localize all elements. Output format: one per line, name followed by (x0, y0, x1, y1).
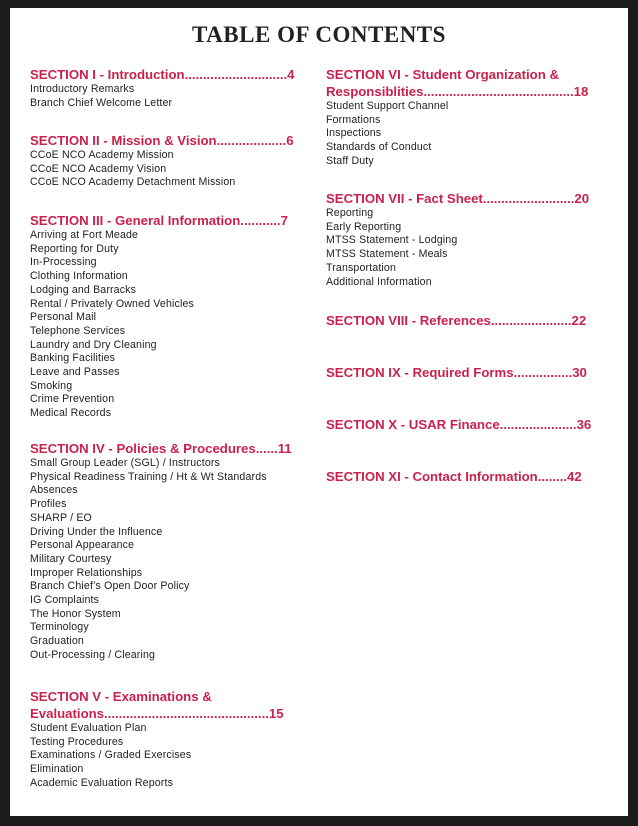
section-item: Staff Duty (326, 154, 374, 167)
section-item: Examinations / Graded Exercises (30, 749, 192, 762)
toc-section (326, 416, 614, 433)
section-heading-line: SECTION V - Examinations & (30, 689, 212, 704)
page-title: TABLE OF CONTENTS (192, 22, 446, 47)
section-item: Standards of Conduct (326, 141, 432, 154)
section-item: Additional Information (326, 275, 432, 288)
toc-section (30, 66, 314, 110)
section-item: Student Evaluation Plan (30, 722, 147, 734)
section-item: CCoE NCO Academy Vision (30, 162, 167, 175)
section-item: Student Support Channel (326, 100, 449, 112)
section-item: Branch Chief Welcome Letter (30, 96, 173, 109)
section-heading[interactable] (326, 468, 614, 485)
toc-section (30, 132, 314, 190)
toc-section (30, 440, 314, 663)
section-item-list (30, 722, 314, 791)
section-item: Early Reporting (326, 220, 402, 233)
section-item: CCoE NCO Academy Detachment Mission (30, 176, 236, 189)
section-item-list (30, 229, 314, 421)
section-item: Personal Appearance (30, 539, 135, 552)
section-item: Driving Under the Influence (30, 525, 163, 538)
section-item: SHARP / EO (30, 511, 92, 524)
section-item: Transportation (326, 261, 397, 274)
section-item: In-Processing (30, 256, 97, 269)
section-heading[interactable] (30, 66, 314, 83)
section-item: MTSS Statement - Meals (326, 248, 448, 261)
section-item: Testing Procedures (30, 735, 124, 748)
section-heading-line: SECTION II - Mission & Vision...................6 (30, 133, 294, 148)
section-heading-line: SECTION I - Introduction............................4 (30, 67, 295, 82)
section-item: Formations (326, 113, 381, 126)
toc-section (326, 190, 614, 289)
section-heading-line: Evaluations.............................................15 (30, 706, 284, 721)
section-heading[interactable] (326, 190, 614, 207)
toc-page (10, 8, 628, 816)
section-item: Academic Evaluation Reports (30, 776, 174, 789)
section-heading[interactable] (30, 132, 314, 149)
section-item: Crime Prevention (30, 393, 115, 406)
section-item: Profiles (30, 498, 67, 511)
section-heading[interactable] (326, 66, 614, 100)
section-item: CCoE NCO Academy Mission (30, 149, 174, 161)
section-item: Laundry and Dry Cleaning (30, 338, 157, 351)
section-heading-line: SECTION XI - Contact Information........42 (326, 469, 582, 484)
toc-section (30, 212, 314, 421)
section-item: Rental / Privately Owned Vehicles (30, 297, 194, 310)
section-heading-line: SECTION IX - Required Forms................30 (326, 365, 587, 380)
section-item: Clothing Information (30, 270, 128, 283)
section-item: Introductory Remarks (30, 83, 135, 95)
section-item: Absences (30, 484, 78, 497)
section-item: Telephone Services (30, 324, 126, 337)
section-item: Branch Chief’s Open Door Policy (30, 580, 190, 593)
section-item: Graduation (30, 635, 84, 648)
section-item: Small Group Leader (SGL) / Instructors (30, 457, 220, 469)
section-item: Medical Records (30, 407, 112, 420)
section-item: Out-Processing / Clearing (30, 648, 156, 661)
section-item-list (30, 83, 314, 110)
section-item: Arriving at Fort Meade (30, 229, 139, 241)
section-item: MTSS Statement - Lodging (326, 234, 458, 247)
section-heading-line: SECTION VII - Fact Sheet.........................20 (326, 191, 590, 206)
section-heading-line: Responsiblities.........................................18 (326, 84, 589, 99)
toc-section (326, 364, 614, 381)
section-item-list (30, 149, 314, 190)
section-item: Lodging and Barracks (30, 283, 137, 296)
section-item: Reporting (326, 207, 374, 219)
section-item: Physical Readiness Training / Ht & Wt Standards (30, 470, 267, 483)
section-heading-line: SECTION VIII - References......................22 (326, 313, 587, 328)
toc-section (30, 688, 314, 791)
section-heading-line: SECTION X - USAR Finance.....................36 (326, 417, 592, 432)
section-item-list (30, 457, 314, 663)
toc-section (326, 468, 614, 485)
section-heading[interactable] (326, 364, 614, 381)
section-heading[interactable] (30, 688, 314, 722)
section-heading[interactable] (326, 312, 614, 329)
section-item: Personal Mail (30, 311, 97, 324)
section-item-list (326, 207, 614, 289)
section-heading[interactable] (30, 212, 314, 229)
section-heading[interactable] (30, 440, 314, 457)
section-item: Banking Facilities (30, 352, 116, 365)
section-item: Elimination (30, 763, 84, 776)
toc-section (326, 66, 614, 169)
toc-section (326, 312, 614, 329)
section-item: Reporting for Duty (30, 242, 119, 255)
section-item: Inspections (326, 127, 382, 140)
section-heading-line: SECTION III - General Information...........7 (30, 213, 288, 228)
section-heading-line: SECTION IV - Policies & Procedures......11 (30, 441, 292, 456)
section-item-list (326, 100, 614, 169)
section-item: Improper Relationships (30, 566, 143, 579)
section-item: IG Complaints (30, 594, 100, 607)
section-item: Military Courtesy (30, 552, 112, 565)
section-item: Smoking (30, 379, 73, 392)
section-heading-line: SECTION VI - Student Organization & (326, 67, 559, 82)
section-heading[interactable] (326, 416, 614, 433)
section-item: Terminology (30, 621, 89, 634)
section-item: The Honor System (30, 607, 121, 620)
section-item: Leave and Passes (30, 366, 120, 379)
